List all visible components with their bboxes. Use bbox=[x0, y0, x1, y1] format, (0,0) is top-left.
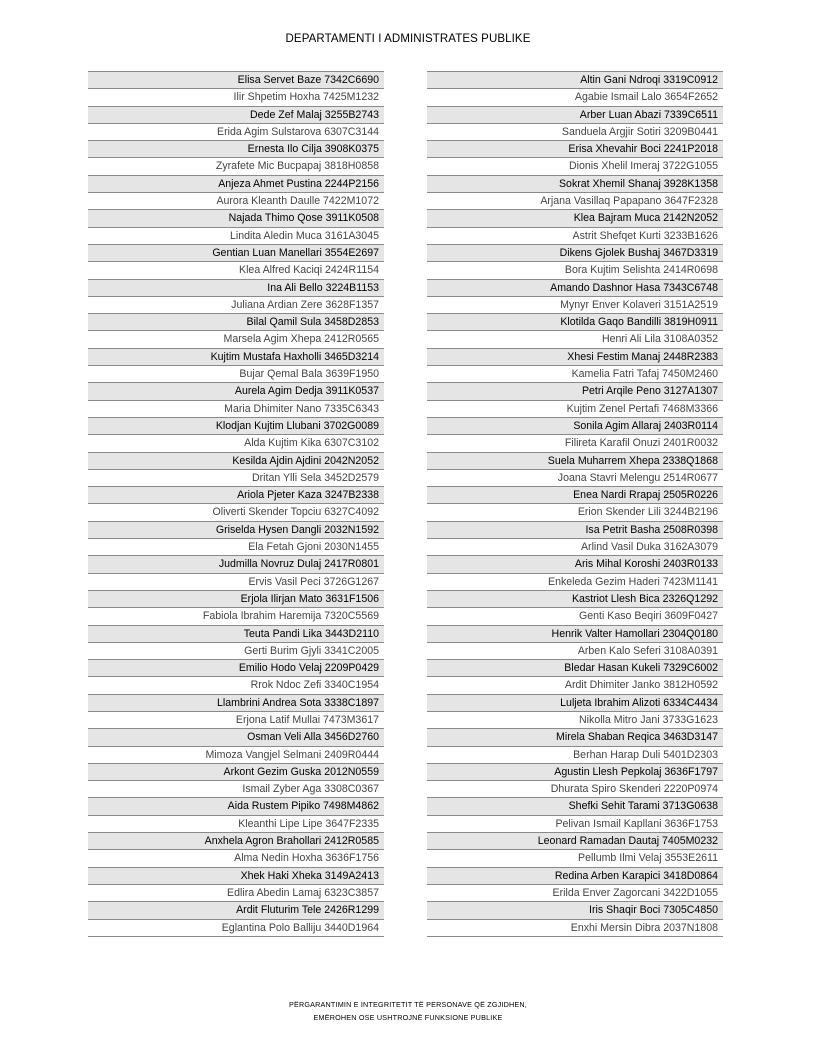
list-item: Aida Rustem Pipiko 7498M4862 bbox=[88, 798, 384, 815]
footer-line-2: EMËROHEN OSE USHTROJNË FUNKSIONE PUBLIKE bbox=[313, 1013, 503, 1022]
list-item: Anxhela Agron Brahollari 2412R0585 bbox=[88, 833, 384, 850]
list-item: Redina Arben Karapici 3418D0864 bbox=[427, 868, 723, 885]
list-item: Erion Skender Lili 3244B2196 bbox=[427, 504, 723, 521]
list-item: Edlira Abedin Lamaj 6323C3857 bbox=[88, 885, 384, 902]
list-item: Alma Nedin Hoxha 3636F1756 bbox=[88, 850, 384, 867]
list-item: Arber Luan Abazi 7339C6511 bbox=[427, 107, 723, 124]
list-item: Ardit Dhimiter Janko 3812H0592 bbox=[427, 677, 723, 694]
list-item: Bora Kujtim Selishta 2414R0698 bbox=[427, 262, 723, 279]
list-item: Mirela Shaban Reqica 3463D3147 bbox=[427, 729, 723, 746]
list-item: Rrok Ndoc Zefi 3340C1954 bbox=[88, 677, 384, 694]
list-item: Ervis Vasil Peci 3726G1267 bbox=[88, 574, 384, 591]
list-item: Aurela Agim Dedja 3911K0537 bbox=[88, 383, 384, 400]
list-item: Gentian Luan Manellari 3554E2697 bbox=[88, 245, 384, 262]
list-item: Teuta Pandi Lika 3443D2110 bbox=[88, 626, 384, 643]
footer bbox=[0, 998, 816, 1024]
list-item: Astrit Shefqet Kurti 3233B1626 bbox=[427, 228, 723, 245]
list-item: Bujar Qemal Bala 3639F1950 bbox=[88, 366, 384, 383]
list-item: Shefki Sehit Tarami 3713G0638 bbox=[427, 798, 723, 815]
list-item: Arlind Vasil Duka 3162A3079 bbox=[427, 539, 723, 556]
list-item: Enea Nardi Rrapaj 2505R0226 bbox=[427, 487, 723, 504]
list-item: Leonard Ramadan Dautaj 7405M0232 bbox=[427, 833, 723, 850]
list-item: Altin Gani Ndroqi 3319C0912 bbox=[427, 72, 723, 89]
list-item: Bledar Hasan Kukeli 7329C6002 bbox=[427, 660, 723, 677]
list-item: Maria Dhimiter Nano 7335C6343 bbox=[88, 401, 384, 418]
list-item: Filireta Karafil Onuzi 2401R0032 bbox=[427, 435, 723, 452]
list-item: Luljeta Ibrahim Alizoti 6334C4434 bbox=[427, 695, 723, 712]
list-item: Ina Ali Bello 3224B1153 bbox=[88, 280, 384, 297]
left-name-list bbox=[88, 71, 384, 937]
list-item: Ariola Pjeter Kaza 3247B2338 bbox=[88, 487, 384, 504]
list-item: Ernesta Ilo Cilja 3908K0375 bbox=[88, 141, 384, 158]
list-item: Kesilda Ajdin Ajdini 2042N2052 bbox=[88, 453, 384, 470]
list-item: Marsela Agim Xhepa 2412R0565 bbox=[88, 331, 384, 348]
list-item: Pelivan Ismail Kapllani 3636F1753 bbox=[427, 816, 723, 833]
list-item: Griselda Hysen Dangli 2032N1592 bbox=[88, 522, 384, 539]
list-item: Kleanthi Lipe Lipe 3647F2335 bbox=[88, 816, 384, 833]
list-item: Henrik Valter Hamollari 2304Q0180 bbox=[427, 626, 723, 643]
list-item: Dionis Xhelil Imeraj 3722G1055 bbox=[427, 158, 723, 175]
list-item: Klotilda Gaqo Bandilli 3819H0911 bbox=[427, 314, 723, 331]
list-item: Alda Kujtim Kika 6307C3102 bbox=[88, 435, 384, 452]
list-item: Judmilla Novruz Dulaj 2417R0801 bbox=[88, 556, 384, 573]
list-item: Ismail Zyber Aga 3308C0367 bbox=[88, 781, 384, 798]
list-item: Arjana Vasillaq Papapano 3647F2328 bbox=[427, 193, 723, 210]
list-item: Zyrafete Mic Bucpapaj 3818H0858 bbox=[88, 158, 384, 175]
list-item: Suela Muharrem Xhepa 2338Q1868 bbox=[427, 453, 723, 470]
list-item: Joana Stavri Melengu 2514R0677 bbox=[427, 470, 723, 487]
list-item: Klea Bajram Muca 2142N2052 bbox=[427, 210, 723, 227]
list-item: Emilio Hodo Velaj 2209P0429 bbox=[88, 660, 384, 677]
footer-line-1: PËRGARANTIMIN E INTEGRITETIT TË PERSONAVE QË ZGJIDHEN, bbox=[288, 1000, 528, 1009]
list-item: Erjola Ilirjan Mato 3631F1506 bbox=[88, 591, 384, 608]
list-item: Aurora Kleanth Daulle 7422M1072 bbox=[88, 193, 384, 210]
list-item: Agabie Ismail Lalo 3654F2652 bbox=[427, 89, 723, 106]
list-item: Enxhi Mersin Dibra 2037N1808 bbox=[427, 920, 723, 937]
list-item: Erisa Xhevahir Boci 2241P2018 bbox=[427, 141, 723, 158]
list-item: Erilda Enver Zagorcani 3422D1055 bbox=[427, 885, 723, 902]
list-item: Sonila Agim Allaraj 2403R0114 bbox=[427, 418, 723, 435]
list-item: Dede Zef Malaj 3255B2743 bbox=[88, 107, 384, 124]
list-item: Ela Fetah Gjoni 2030N1455 bbox=[88, 539, 384, 556]
list-item: Iris Shaqir Boci 7305C4850 bbox=[427, 902, 723, 919]
list-item: Fabiola Ibrahim Haremija 7320C5569 bbox=[88, 608, 384, 625]
list-item: Dikens Gjolek Bushaj 3467D3319 bbox=[427, 245, 723, 262]
list-item: Mimoza Vangjel Selmani 2409R0444 bbox=[88, 747, 384, 764]
list-item: Kujtim Mustafa Haxholli 3465D3214 bbox=[88, 349, 384, 366]
list-item: Osman Veli Alla 3456D2760 bbox=[88, 729, 384, 746]
list-item: Mynyr Enver Kolaveri 3151A2519 bbox=[427, 297, 723, 314]
list-item: Llambrini Andrea Sota 3338C1897 bbox=[88, 695, 384, 712]
list-item: Pellumb Ilmi Velaj 3553E2611 bbox=[427, 850, 723, 867]
list-item: Klea Alfred Kaciqi 2424R1154 bbox=[88, 262, 384, 279]
list-item: Kamelia Fatri Tafaj 7450M2460 bbox=[427, 366, 723, 383]
list-item: Arben Kalo Seferi 3108A0391 bbox=[427, 643, 723, 660]
list-item: Amando Dashnor Hasa 7343C6748 bbox=[427, 280, 723, 297]
list-item: Sokrat Xhemil Shanaj 3928K1358 bbox=[427, 176, 723, 193]
list-item: Gerti Burim Gjyli 3341C2005 bbox=[88, 643, 384, 660]
list-item: Arkont Gezim Guska 2012N0559 bbox=[88, 764, 384, 781]
list-item: Sanduela Argjir Sotiri 3209B0441 bbox=[427, 124, 723, 141]
list-item: Oliverti Skender Topciu 6327C4092 bbox=[88, 504, 384, 521]
list-item: Erida Agim Sulstarova 6307C3144 bbox=[88, 124, 384, 141]
list-item: Petri Arqile Peno 3127A1307 bbox=[427, 383, 723, 400]
list-item: Henri Ali Lila 3108A0352 bbox=[427, 331, 723, 348]
list-item: Genti Kaso Beqiri 3609F0427 bbox=[427, 608, 723, 625]
list-item: Eglantina Polo Balliju 3440D1964 bbox=[88, 920, 384, 937]
list-item: Erjona Latif Mullai 7473M3617 bbox=[88, 712, 384, 729]
list-item: Juliana Ardian Zere 3628F1357 bbox=[88, 297, 384, 314]
list-item: Dritan Ylli Sela 3452D2579 bbox=[88, 470, 384, 487]
list-item: Ardit Fluturim Tele 2426R1299 bbox=[88, 902, 384, 919]
list-item: Lindita Aledin Muca 3161A3045 bbox=[88, 228, 384, 245]
list-item: Najada Thimo Qose 3911K0508 bbox=[88, 210, 384, 227]
list-item: Berhan Harap Duli 5401D2303 bbox=[427, 747, 723, 764]
right-name-list bbox=[427, 71, 723, 937]
list-item: Enkeleda Gezim Haderi 7423M1141 bbox=[427, 574, 723, 591]
list-item: Elisa Servet Baze 7342C6690 bbox=[88, 72, 384, 89]
list-item: Klodjan Kujtim Llubani 3702G0089 bbox=[88, 418, 384, 435]
page-title: DEPARTAMENTI I ADMINISTRATES PUBLIKE bbox=[285, 33, 531, 45]
list-item: Dhurata Spiro Skenderi 2220P0974 bbox=[427, 781, 723, 798]
list-item: Kastriot Llesh Bica 2326Q1292 bbox=[427, 591, 723, 608]
list-item: Bilal Qamil Sula 3458D2853 bbox=[88, 314, 384, 331]
list-item: Isa Petrit Basha 2508R0398 bbox=[427, 522, 723, 539]
list-item: Kujtim Zenel Pertafi 7468M3366 bbox=[427, 401, 723, 418]
list-item: Ilir Shpetim Hoxha 7425M1232 bbox=[88, 89, 384, 106]
list-item: Xhesi Festim Manaj 2448R2383 bbox=[427, 349, 723, 366]
list-item: Anjeza Ahmet Pustina 2244P2156 bbox=[88, 176, 384, 193]
list-item: Aris Mihal Koroshi 2403R0133 bbox=[427, 556, 723, 573]
list-item: Nikolla Mitro Jani 3733G1623 bbox=[427, 712, 723, 729]
list-item: Agustin Llesh Pepkolaj 3636F1797 bbox=[427, 764, 723, 781]
list-item: Xhek Haki Xheka 3149A2413 bbox=[88, 868, 384, 885]
